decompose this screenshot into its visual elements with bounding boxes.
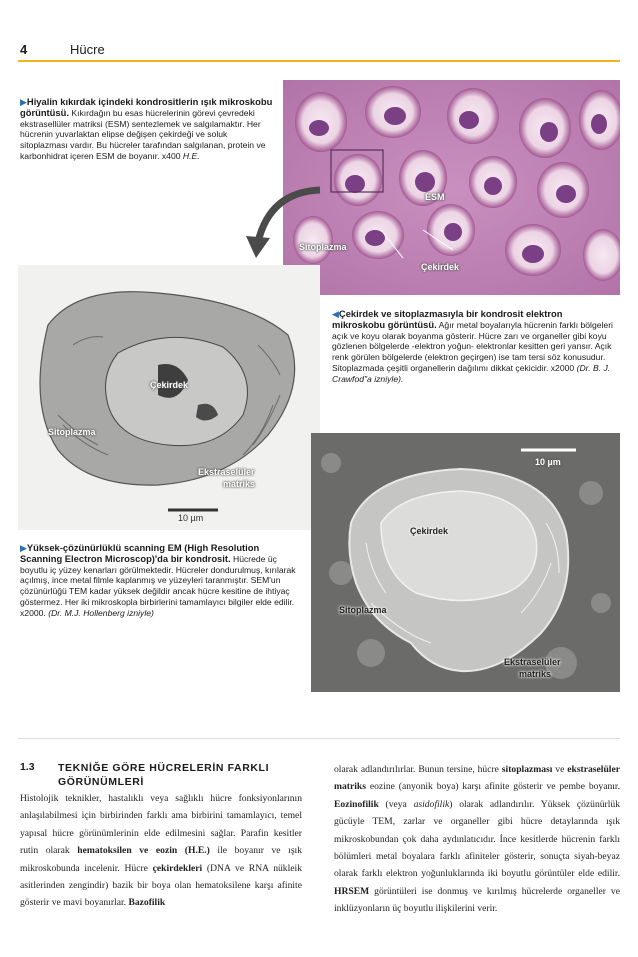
fig1-label-cekirdek: Çekirdek (421, 262, 460, 272)
fig2-label-matriks: matriks (223, 479, 256, 489)
fig3-caption-body: Hücrede üç boyutlu iç yüzey kenarları görülmektedir. Hücreler dondurulmuş, kırılarak açılmış, ince metal filmle kaplanmış ve yüzeyleri taranmıştır. SEM'un çözünürlüğü TEM kadar yüksek değildir ancak hücre kesitine de ihtiyaç göstermez. Her iki mikroskopla birbirlerini tamamlayıcı bilgiler elde edilir. x2000. (20, 553, 296, 618)
caption-arrow-icon: ▶ (20, 97, 27, 107)
fig1-label-esm: ESM (425, 192, 445, 202)
light-micrograph (283, 80, 620, 295)
fig2-caption-body: Ağır metal boyalarıyla hücrenin farklı bölgeleri açık ve koyu olarak boyanma gösterir. Hücre zarı ve organeller gibi koyu gözlenen bölgelerde -elektron yoğun- elektronlar kesitten geri yansır. Açık renk görülen bölgelerde (elektron geçirgen) ise tam tersi söz konusudur. Sitoplazmada çeşitli organellerin dağılımı dikkat çekicidir. x2000 (332, 319, 613, 373)
fig2-label-ekstraseluler: Ekstraselüler (198, 467, 255, 477)
fig2-caption-credit: (Dr. B. J. Crawfod"a izniyle). (332, 362, 611, 384)
body-column-left: Histolojik teknikler, hastalıklı veya sağlıklı hücre fonksiyonlarının anlaşılabilmesi için birbirinden farklı ama birbirini tamamlayıcı, temel yapısal hücre görünümlerinin elde edilmesini sağlar. Parafin kesitler rutin olarak hematoksilen ve eozin (H.E.) ile boyanır ve ışık mikroskobunda incelenir. Hücre çekirdekleri (DNA ve RNA nükleik asitlerinden zengindir) bazik bir boya olan hematoksilene karşı afinite gösterir ve mavi boyanırlar. Bazofilik (20, 793, 303, 909)
section-number: 1.3 (20, 761, 35, 773)
fig2-scale-label: 10 µm (178, 513, 204, 523)
caption-arrow-left-icon: ◀ (332, 309, 339, 319)
fig1-label-sitoplazma: Sitoplazma (299, 242, 347, 252)
curved-arrow-icon (240, 180, 330, 260)
body-column-right: olarak adlandırılırlar. Bunun tersine, hücre sitoplazması ve ekstraselüler matriks eozine (anyonik boya) karşı afinite gösterir ve pembe boyanır. Eozinofilik (veya asidofilik) olarak adlandırılır. Yüksek çözünürlük gücüyle TEM, zarlar ve organeller gibi hücre detaylarında ışık mikroskobundan çok daha aydınlatıcıdır. İnce kesitlerde hücrenin farklı bölümleri metal boyalara farklı afiniteler gösterir, sonuçta siyah-beyaz olarak farklı elektron yoğunluklarında iki boyutlu görüntüler elde edilir. HRSEM görüntüleri ise donmuş ve kırılmış hücrelerde organeller ve inklüzyonların üç boyutlu ilişkilerini verir. (334, 764, 620, 915)
fig3-label-cekirdek: Çekirdek (410, 526, 449, 536)
section-divider (18, 738, 620, 739)
header-rule (18, 60, 620, 62)
fig3-caption-credit: (Dr. M.J. Hollenberg izniyle) (48, 607, 154, 618)
fig2-caption-lead: Çekirdek ve sitoplazmasıyla bir kondrosit elektron mikroskobu görüntüsü. (332, 308, 563, 330)
sem-micrograph (311, 433, 620, 692)
fig3-label-sitoplazma: Sitoplazma (339, 605, 387, 615)
fig2-label-sitoplazma: Sitoplazma (48, 427, 96, 437)
fig3-caption (20, 543, 304, 619)
fig2-caption (332, 309, 617, 385)
fig1-caption-body: Kıkırdağın bu esas hücrelerinin görevi çevredeki ekstrasellüler matriksi (ESM) sentezlemek ve salgılamaktır. Her hücrenin yuvarlaktan elipse değişen çekirdeği ve soluk sitoplazması vardır. Bu hücreler tarafından salgılanan, protein ve karbonhidrat içeren ESM de boyanır. x400 (20, 107, 266, 161)
fig3-label-ekstraseluler: Ekstraselüler (504, 657, 561, 667)
page-number: 4 (20, 42, 28, 57)
fig2-label-cekirdek: Çekirdek (150, 380, 189, 390)
tem-micrograph (18, 265, 320, 530)
fig1-caption-lead: Hiyalin kıkırdak içindeki kondrositlerin ışık mikroskobu görüntüsü. (20, 96, 273, 118)
caption-arrow-icon: ▶ (20, 543, 27, 553)
section-title: TEKNİĞE GÖRE HÜCRELERİN FARKLI GÖRÜNÜMLERİ (58, 762, 270, 788)
chapter-title: Hücre (70, 42, 105, 57)
fig1-caption-credit: H.E. (182, 150, 200, 161)
fig3-caption-lead: Yüksek-çözünürlüklü scanning EM (High Resolution Scanning Electron Microscop)'da bir kondrosit. (20, 542, 260, 564)
fig1-caption (20, 97, 275, 162)
fig3-label-matriks: matriks (519, 669, 552, 679)
sem-nucleus-shape (381, 491, 537, 601)
fig3-scale-label: 10 µm (535, 457, 561, 467)
